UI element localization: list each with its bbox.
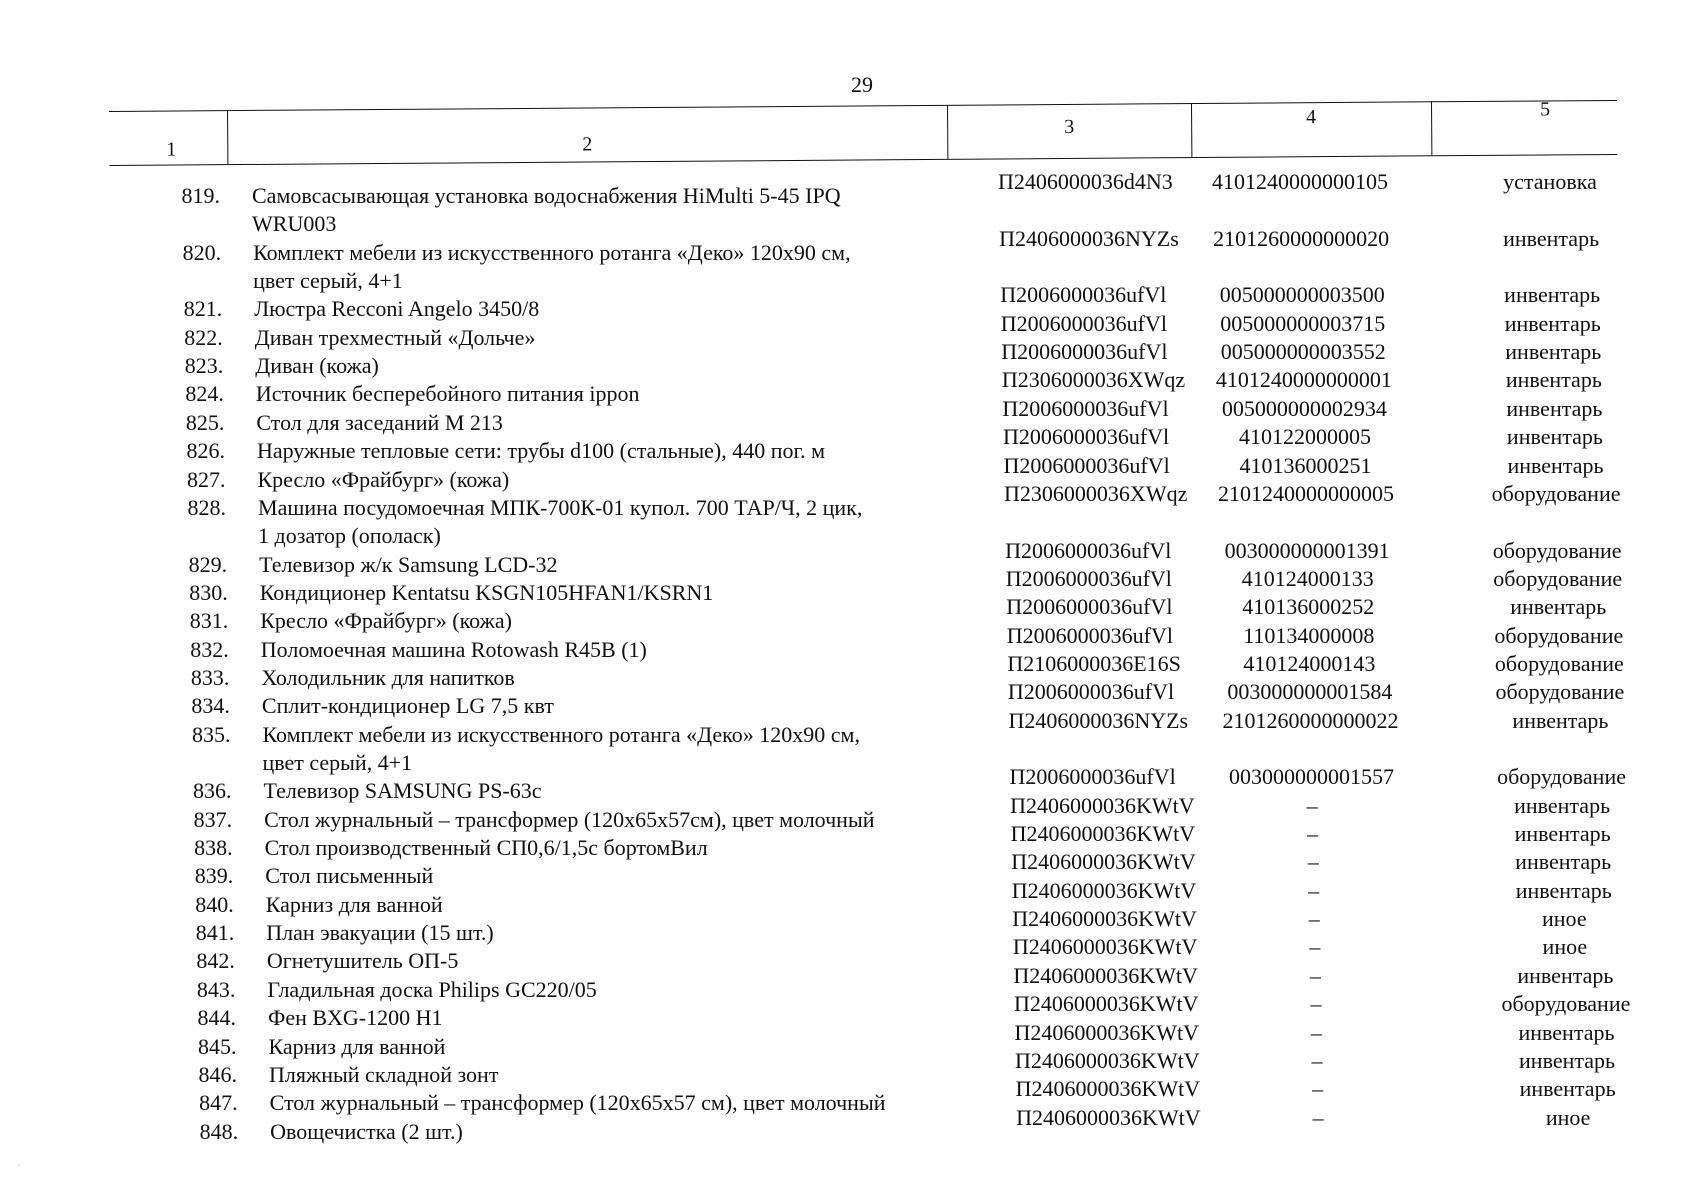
table-row xyxy=(160,169,1680,236)
item-description-continued: цвет серый, 4+1 xyxy=(253,267,403,293)
item-category: инвентарь xyxy=(1505,339,1602,365)
account-code: П2006000036ufVl xyxy=(1007,679,1175,705)
item-category: инвентарь xyxy=(1504,310,1601,336)
item-category: оборудование xyxy=(1493,565,1623,591)
inventory-number: – xyxy=(1312,1104,1324,1130)
inventory-number: 003000000001584 xyxy=(1227,679,1393,705)
inventory-number: – xyxy=(1307,821,1319,847)
item-description: Пляжный складной зонт xyxy=(269,1061,499,1087)
inventory-number: 005000000003552 xyxy=(1220,339,1386,365)
row-number: 826. xyxy=(186,438,225,464)
item-description: План эвакуации (15 шт.) xyxy=(266,920,494,946)
table-header xyxy=(109,96,1617,177)
item-category: инвентарь xyxy=(1510,594,1607,620)
account-code: П2406000036KWtV xyxy=(1015,1047,1200,1073)
item-description: Овощечистка (2 шт.) xyxy=(270,1118,463,1144)
item-category: оборудование xyxy=(1492,537,1622,563)
page-number: 29 xyxy=(851,72,873,97)
item-description: Наружные тепловые сети: трубы d100 (стальные), 440 пог. м xyxy=(256,438,825,464)
item-description: Кондиционер Kentatsu KSGN105HFAN1/KSRN1 xyxy=(259,579,714,605)
item-category: инвентарь xyxy=(1503,225,1600,251)
column-divider xyxy=(947,105,948,159)
item-category: инвентарь xyxy=(1519,1076,1616,1102)
inventory-number: – xyxy=(1308,906,1320,932)
column-number-3: 3 xyxy=(1064,115,1075,138)
account-code: П2406000036KWtV xyxy=(1010,821,1196,847)
item-description: Поломоечная машина Rotowash R45B (1) xyxy=(260,636,647,662)
account-code: П2406000036KWtV xyxy=(1013,962,1198,988)
row-number: 831. xyxy=(189,608,229,634)
item-description: Комплект мебели из искусственного ротанга «Деко» 120х90 см, xyxy=(262,721,860,747)
row-number: 835. xyxy=(191,721,231,747)
row-number: 837. xyxy=(193,806,233,832)
account-code: П2006000036ufVl xyxy=(1000,282,1167,308)
item-category: инвентарь xyxy=(1507,452,1604,478)
account-code: П2306000036XWqz xyxy=(1004,480,1188,506)
account-code: П2406000036KWtV xyxy=(1010,792,1195,818)
inventory-number: 005000000003715 xyxy=(1220,310,1386,336)
item-description: Телевизор SAMSUNG PS-63c xyxy=(263,778,542,804)
item-description: Стол журнальный – трансформер (120х65х57см), цвет молочный xyxy=(264,806,875,832)
inventory-number: 003000000001391 xyxy=(1224,537,1390,563)
row-number: 828. xyxy=(187,494,227,520)
item-description-continued: цвет серый, 4+1 xyxy=(262,749,413,775)
item-category: инвентарь xyxy=(1518,1019,1615,1045)
item-category: инвентарь xyxy=(1506,395,1603,421)
inventory-number: 410124000133 xyxy=(1241,565,1374,591)
item-description: Самовсасывающая установка водоснабжения HiMulti 5-45 IPQ xyxy=(252,183,841,208)
inventory-number: – xyxy=(1311,1019,1322,1045)
row-number: 838. xyxy=(194,835,233,861)
row-number: 844. xyxy=(197,1005,236,1031)
account-code: П2006000036ufVl xyxy=(1009,764,1176,790)
row-number: 824. xyxy=(185,381,224,407)
row-number: 847. xyxy=(199,1090,238,1116)
inventory-number: 2101240000000005 xyxy=(1218,480,1395,506)
row-number: 820. xyxy=(182,239,222,265)
item-category: инвентарь xyxy=(1512,707,1609,733)
item-category: инвентарь xyxy=(1504,282,1601,308)
item-description-continued: 1 дозатор (ополаск) xyxy=(258,522,441,548)
item-description-continued: WRU003 xyxy=(252,211,337,236)
row-number: 834. xyxy=(191,693,230,719)
item-category: установка xyxy=(1503,169,1597,194)
item-category: оборудование xyxy=(1501,991,1631,1017)
account-code: П2006000036ufVl xyxy=(1001,339,1168,365)
item-description: Машина посудомоечная МПК-700К-01 купол. 700 ТАР/Ч, 2 цик, xyxy=(258,494,863,520)
account-code: П2006000036ufVl xyxy=(1005,565,1172,591)
row-number: 829. xyxy=(188,551,228,577)
row-number: 819. xyxy=(181,183,220,208)
item-category: инвентарь xyxy=(1515,877,1612,903)
row-number: 839. xyxy=(194,863,234,889)
table-row xyxy=(166,480,1686,548)
account-code: П2006000036ufVl xyxy=(1002,424,1170,450)
item-description: Гладильная доска Philips GC220/05 xyxy=(267,976,597,1002)
column-number-1: 1 xyxy=(166,138,177,161)
row-number: 842. xyxy=(196,948,235,974)
account-code: П2006000036ufVl xyxy=(1000,310,1167,336)
column-number-2: 2 xyxy=(582,133,593,156)
inventory-number: – xyxy=(1306,792,1318,818)
account-code: П2406000036KWtV xyxy=(1012,906,1197,932)
header-top-rule xyxy=(109,100,1617,112)
inventory-number: 005000000003500 xyxy=(1219,282,1385,308)
row-number: 840. xyxy=(195,891,234,917)
inventory-number: 4101240000000001 xyxy=(1215,367,1392,393)
item-description: Фен BXG-1200 H1 xyxy=(267,1005,443,1031)
item-category: оборудование xyxy=(1494,622,1624,648)
column-divider xyxy=(1191,103,1192,157)
inventory-number: – xyxy=(1310,991,1322,1017)
item-description: Огнетушитель ОП-5 xyxy=(266,948,459,974)
item-description: Люстра Recconi Angelo 3450/8 xyxy=(254,296,540,322)
account-code: П2406000036d4N3 xyxy=(998,169,1173,194)
inventory-number: 110134000008 xyxy=(1243,622,1375,648)
account-code: П2406000036KWtV xyxy=(1011,877,1197,903)
inventory-number: 410136000251 xyxy=(1239,452,1372,478)
item-description: Кресло «Фрайбург» (кожа) xyxy=(257,466,510,492)
item-category: инвентарь xyxy=(1517,962,1614,988)
column-number-5: 5 xyxy=(1539,98,1551,121)
table-row xyxy=(170,707,1690,775)
item-description: Телевизор ж/к Samsung LCD-32 xyxy=(259,551,558,577)
account-code: П2406000036KWtV xyxy=(1015,1076,1201,1102)
item-category: инвентарь xyxy=(1519,1047,1616,1073)
inventory-number: 410124000143 xyxy=(1243,650,1376,676)
row-number: 833. xyxy=(190,664,230,690)
account-code: П2006000036ufVl xyxy=(1006,594,1173,620)
item-category: оборудование xyxy=(1491,480,1621,506)
item-description: Диван (кожа) xyxy=(255,353,379,379)
row-number: 846. xyxy=(198,1061,238,1087)
account-code: П2006000036ufVl xyxy=(1002,395,1169,421)
item-description: Стол для заседаний М 213 xyxy=(256,409,503,435)
item-description: Сплит-кондиционер LG 7,5 квт xyxy=(261,693,554,719)
item-category: оборудование xyxy=(1497,764,1626,790)
account-code: П2006000036ufVl xyxy=(1005,537,1172,563)
row-number: 823. xyxy=(184,353,224,379)
inventory-number: 005000000002934 xyxy=(1221,395,1387,421)
row-number: 827. xyxy=(187,466,226,492)
header-bottom-rule xyxy=(109,154,1617,166)
inventory-number: – xyxy=(1307,849,1319,875)
inventory-number: – xyxy=(1309,962,1321,988)
column-divider xyxy=(227,110,228,164)
inventory-number: – xyxy=(1308,877,1320,903)
inventory-number: 003000000001557 xyxy=(1229,764,1395,790)
scan-speck: . xyxy=(18,1158,21,1169)
item-description: Кресло «Фрайбург» (кожа) xyxy=(260,608,512,634)
item-description: Источник бесперебойного питания ippon xyxy=(255,381,640,407)
account-code: П2406000036KWtV xyxy=(1013,991,1199,1017)
account-code: П2406000036NYZs xyxy=(1008,707,1189,733)
inventory-number: 410122000005 xyxy=(1238,424,1371,450)
column-divider xyxy=(1431,101,1432,155)
item-description: Карниз для ванной xyxy=(268,1033,446,1059)
row-number: 832. xyxy=(190,636,229,662)
account-code: П2406000036NYZs xyxy=(999,225,1179,251)
item-category: иное xyxy=(1542,934,1588,960)
account-code: П2406000036KWtV xyxy=(1012,934,1198,960)
row-number: 836. xyxy=(193,778,232,804)
item-category: инвентарь xyxy=(1506,424,1603,450)
row-number: 843. xyxy=(196,976,236,1002)
inventory-number: 2101260000000020 xyxy=(1213,225,1390,251)
row-number: 845. xyxy=(198,1033,237,1059)
inventory-number: – xyxy=(1309,934,1321,960)
item-description: Диван трехместный «Дольче» xyxy=(254,324,536,350)
inventory-number: – xyxy=(1311,1047,1323,1073)
item-description: Стол производственный СП0,6/1,5с бортомВил xyxy=(264,835,708,861)
item-description: Карниз для ванной xyxy=(265,891,443,917)
account-code: П2106000036E16S xyxy=(1007,650,1181,676)
account-code: П2406000036KWtV xyxy=(1016,1104,1201,1130)
inventory-number: 4101240000000105 xyxy=(1212,169,1388,194)
item-category: инвентарь xyxy=(1515,849,1612,875)
account-code: П2006000036ufVl xyxy=(1003,452,1170,478)
item-description: Комплект мебели из искусственного ротанга «Деко» 120х90 см, xyxy=(253,239,851,265)
row-number: 825. xyxy=(185,409,225,435)
column-number-4: 4 xyxy=(1306,106,1317,129)
account-code: П2006000036ufVl xyxy=(1006,622,1174,648)
inventory-number: 410136000252 xyxy=(1242,594,1375,620)
inventory-number: 2101260000000022 xyxy=(1222,707,1399,733)
item-category: иное xyxy=(1542,906,1587,932)
account-code: П2306000036XWqz xyxy=(1001,367,1186,393)
row-number: 841. xyxy=(195,920,235,946)
table-row xyxy=(178,1104,1698,1147)
account-code: П2406000036KWtV xyxy=(1014,1019,1200,1045)
item-category: инвентарь xyxy=(1514,821,1611,847)
item-category: иное xyxy=(1545,1104,1591,1130)
account-code: П2406000036KWtV xyxy=(1011,849,1196,875)
item-category: инвентарь xyxy=(1505,367,1602,393)
row-number: 822. xyxy=(184,324,223,350)
table-row xyxy=(161,225,1681,293)
item-description: Стол письменный xyxy=(265,863,434,889)
row-number: 848. xyxy=(199,1118,239,1144)
item-category: оборудование xyxy=(1494,650,1624,676)
item-category: инвентарь xyxy=(1514,792,1611,818)
item-description: Холодильник для напитков xyxy=(261,664,515,690)
row-number: 830. xyxy=(189,579,228,605)
row-number: 821. xyxy=(183,296,223,322)
item-category: оборудование xyxy=(1495,679,1625,705)
item-description: Стол журнальный – трансформер (120х65х57 см), цвет молочный xyxy=(269,1090,886,1116)
inventory-number: – xyxy=(1312,1076,1324,1102)
